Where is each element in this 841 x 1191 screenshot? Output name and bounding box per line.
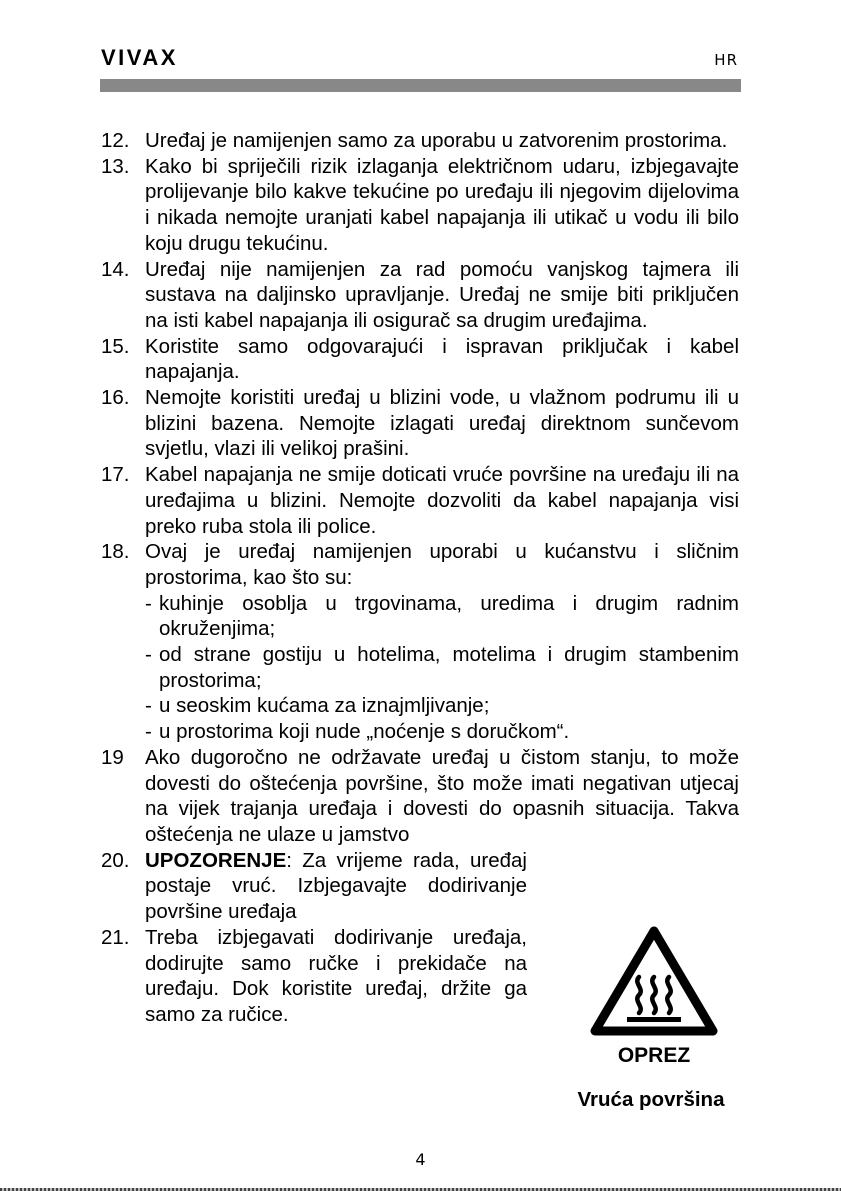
item-number: 19: [101, 745, 124, 769]
dash-marker: -: [145, 591, 152, 615]
item-text: Treba izbjegavati dodirivanje uređaja, dodirujte samo ručke i prekidače na uređaju. Dok koristite uređaj, držite ga samo za ručice.: [145, 925, 527, 1026]
item-text: Kabel napajanja ne smije doticati vruće površine na uređaju ili na uređajima u blizini. Nemojte dozvoliti da kabel napajanja visi preko ruba stola ili police.: [145, 463, 739, 538]
hot-surface-warning-icon: [589, 925, 719, 1037]
dash-marker: -: [145, 694, 152, 718]
sub-item-text: u prostorima koji nude „noćenje s doručkom“.: [159, 720, 570, 744]
item-text: Nemojte koristiti uređaj u blizini vode, u vlažnom podrumu ili u blizini bazena. Nemojte izlagati uređaj direktnom sunčevom svjetlu, vlazi ili velikoj prašini.: [145, 386, 739, 461]
warning-caption: Vruća površina: [577, 1088, 725, 1111]
sub-item-text: od strane gostiju u hotelima, motelima i drugim stambenim prostorima;: [159, 643, 739, 692]
sub-item-text: u seoskim kućama za iznajmljivanje;: [159, 694, 490, 718]
sub-item: [101, 591, 739, 642]
list-item: [101, 154, 739, 257]
instructions-list: [101, 128, 739, 1028]
item-number: 15.: [101, 334, 130, 358]
item-text: [145, 848, 527, 925]
sub-item: [101, 642, 739, 693]
brand-logo: VIVAX: [101, 45, 178, 70]
sub-item-text: kuhinje osoblja u trgovinama, uredima i drugim radnim okruženjima;: [159, 591, 739, 641]
list-item: [101, 848, 527, 925]
list-item: [101, 925, 527, 1028]
item-text: Uređaj nije namijenjen za rad pomoću vanjskog tajmera ili sustava na daljinsko upravljanje. Uređaj ne smije biti priključen na isti kabel napajanja ili osigurač sa drugim uređajima.: [145, 257, 739, 332]
sub-item: [101, 719, 739, 745]
page-number: 4: [415, 1150, 426, 1169]
item-text: Kako bi spriječili rizik izlaganja električnom udaru, izbjegavajte prolijevanje bilo kakve tekućine po uređaju ili njegovim dijelovima i nikada nemojte uranjati kabel napajanja ili utikač u vodu ili bilo koju drugu tekućinu.: [145, 154, 739, 255]
list-item: [101, 462, 739, 539]
hot-surface-warning: [565, 925, 743, 1037]
list-item: [101, 257, 739, 334]
list-item: [101, 128, 739, 154]
list-item: [101, 745, 739, 848]
item-number: 20.: [101, 848, 130, 872]
header-rule: [100, 79, 741, 92]
item-number: 21.: [101, 925, 130, 949]
dash-marker: -: [145, 720, 152, 744]
item-number: 17.: [101, 463, 130, 487]
warning-text: : Za vrijeme rada, uređaj postaje vruć. Izbjegavajte dodirivanje površine uređaja: [145, 848, 527, 924]
list-item: [101, 385, 739, 462]
language-code: HR: [714, 51, 738, 69]
warning-label: OPREZ: [617, 1044, 691, 1067]
warning-keyword: UPOZORENJE: [145, 848, 287, 872]
item-text: Ako dugoročno ne održavate uređaj u čistom stanju, to može dovesti do oštećenja površine, što može imati negativan utjecaj na vijek trajanja uređaja i dovesti do opasnih situacija. Takva oštećenja ne ulaze u jamstvo: [145, 745, 739, 846]
item-number: 12.: [101, 129, 130, 152]
item-number: 14.: [101, 257, 130, 281]
item-number: 16.: [101, 386, 130, 410]
item-text: Koristite samo odgovarajući i ispravan priključak i kabel napajanja.: [145, 334, 739, 384]
item-number: 18.: [101, 540, 130, 564]
item-number: 13.: [101, 154, 130, 178]
list-item: [101, 539, 739, 590]
item-text: Uređaj je namijenjen samo za uporabu u zatvorenim prostorima.: [145, 129, 728, 152]
list-item: [101, 334, 739, 385]
dash-marker: -: [145, 643, 152, 667]
item-text: Ovaj je uređaj namijenjen uporabi u kućanstvu i sličnim prostorima, kao što su:: [145, 540, 739, 589]
sub-item: [101, 693, 739, 719]
